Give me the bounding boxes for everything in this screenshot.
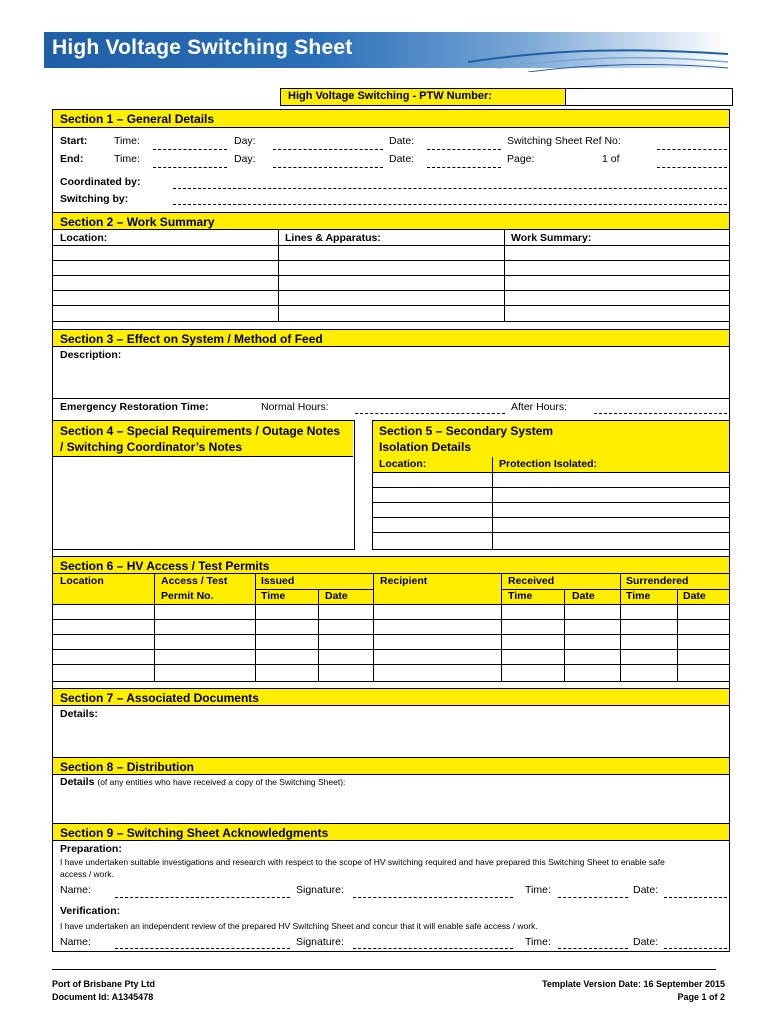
ptw-number-row [280, 88, 733, 106]
section-3-header: Section 3 – Effect on System / Method of Feed [53, 329, 729, 347]
col-lines-apparatus: Lines & Apparatus: [285, 232, 381, 244]
end-label: End: [60, 153, 84, 165]
section-1-header: Section 1 – General Details [53, 110, 729, 128]
ver-signature-field[interactable] [353, 948, 513, 949]
end-day-field[interactable] [273, 167, 383, 168]
s8-details-field[interactable] [53, 775, 729, 824]
prep-time-field[interactable] [558, 897, 628, 898]
page-label: Page: [507, 153, 535, 165]
footer-template-version: Template Version Date: 16 September 2015 [542, 979, 725, 989]
description-label: Description: [60, 349, 122, 361]
verification-label: Verification: [60, 905, 121, 917]
switching-by-field[interactable] [173, 204, 727, 205]
prep-signature-field[interactable] [353, 897, 513, 898]
coordinated-by-field[interactable] [173, 188, 727, 189]
end-date-label: Date: [389, 153, 415, 165]
col-permit-location: Location [60, 575, 104, 587]
section-2-header: Section 2 – Work Summary [53, 212, 729, 230]
preparation-statement-line2: access / work. [60, 869, 114, 879]
section-5-title-line1: Section 5 – Secondary System [379, 424, 554, 438]
col-issued-date: Date [325, 590, 348, 602]
section-4-header [53, 421, 353, 457]
footer-divider [52, 969, 716, 970]
page-total-field[interactable] [657, 167, 727, 168]
section-5-box [372, 420, 729, 550]
footer-company: Port of Brisbane Pty Ltd [52, 979, 156, 989]
coordinated-by-label: Coordinated by: [60, 176, 141, 188]
section-6-header: Section 6 – HV Access / Test Permits [53, 556, 729, 574]
section-4-title-line1: Section 4 – Special Requirements / Outage Notes [60, 424, 341, 438]
start-day-label: Day: [234, 135, 256, 147]
title-banner [44, 32, 728, 68]
start-day-field[interactable] [273, 149, 383, 150]
end-day-label: Day: [234, 153, 256, 165]
ref-no-label: Switching Sheet Ref No: [507, 135, 621, 147]
work-summary-table [53, 230, 729, 322]
prep-date-label: Date: [633, 884, 659, 896]
section-5-header [373, 421, 729, 457]
start-date-label: Date: [389, 135, 415, 147]
prep-signature-label: Signature: [296, 884, 344, 896]
preparation-label: Preparation: [60, 843, 122, 855]
ver-name-field[interactable] [115, 948, 290, 949]
col-surrendered: Surrendered [626, 575, 689, 587]
col-received-date: Date [572, 590, 595, 602]
normal-hours-label: Normal Hours: [261, 401, 329, 413]
ver-name-label: Name: [60, 936, 91, 948]
after-hours-label: After Hours: [511, 401, 568, 413]
col-recipient: Recipient [380, 575, 428, 587]
s5-col-location: Location: [379, 458, 427, 470]
start-time-label: Time: [114, 135, 140, 147]
verification-statement: I have undertaken an independent review of the prepared HV Switching Sheet and concur that it will enable safe access / work. [60, 921, 538, 931]
page-title: High Voltage Switching Sheet [52, 36, 353, 59]
end-date-field[interactable] [427, 167, 501, 168]
col-received-time: Time [508, 590, 533, 602]
start-date-field[interactable] [427, 149, 501, 150]
col-issued-time: Time [261, 590, 286, 602]
ptw-label: High Voltage Switching - PTW Number: [281, 89, 565, 105]
prep-time-label: Time: [525, 884, 551, 896]
section-5-title-line2: Isolation Details [379, 440, 472, 454]
wave-logo-icon [468, 32, 728, 72]
after-hours-field[interactable] [594, 413, 727, 414]
col-received: Received [508, 575, 555, 587]
switching-form [52, 109, 730, 952]
end-time-label: Time: [114, 153, 140, 165]
ver-date-label: Date: [633, 936, 659, 948]
ver-time-field[interactable] [558, 948, 628, 949]
footer-page-number: Page 1 of 2 [677, 992, 725, 1002]
section-9-header: Section 9 – Switching Sheet Acknowledgments [53, 823, 729, 841]
section-4-box [53, 420, 355, 550]
s7-details-field[interactable] [53, 706, 729, 758]
ver-date-field[interactable] [664, 948, 727, 949]
col-surrendered-time: Time [626, 590, 651, 602]
end-time-field[interactable] [153, 167, 227, 168]
section-7-header: Section 7 – Associated Documents [53, 688, 729, 706]
prep-date-field[interactable] [664, 897, 727, 898]
col-permit-no-line1: Access / Test [161, 575, 228, 587]
permits-table [53, 574, 729, 682]
ref-no-field[interactable] [657, 149, 727, 150]
col-permit-no-line2: Permit No. [161, 590, 214, 602]
start-time-field[interactable] [153, 149, 227, 150]
switching-by-label: Switching by: [60, 193, 129, 205]
prep-name-field[interactable] [115, 897, 290, 898]
section-4-title-line2: / Switching Coordinator’s Notes [60, 440, 243, 454]
s7-details-label: Details: [60, 708, 98, 720]
col-work-summary: Work Summary: [511, 232, 592, 244]
col-issued: Issued [261, 575, 295, 587]
col-surrendered-date: Date [683, 590, 706, 602]
s8-details-note: (of any entities who have received a copy of the Switching Sheet): [97, 777, 346, 787]
page-of-label: 1 of [602, 153, 620, 165]
footer-document-id: Document Id: A1345478 [52, 992, 154, 1002]
s5-col-protection: Protection Isolated: [499, 458, 598, 470]
preparation-statement-line1: I have undertaken suitable investigations and research with respect to the scope of HV switching required and have prepared this Switching Sheet to enable safe [60, 857, 665, 867]
ptw-number-field[interactable] [565, 89, 732, 105]
start-label: Start: [60, 135, 88, 147]
col-location: Location: [60, 232, 108, 244]
emergency-restoration-label: Emergency Restoration Time: [60, 401, 209, 413]
ver-signature-label: Signature: [296, 936, 344, 948]
ver-time-label: Time: [525, 936, 551, 948]
s8-details-label: Details (of any entities who have received a copy of the Switching Sheet): [60, 776, 346, 788]
normal-hours-field[interactable] [355, 413, 505, 414]
prep-name-label: Name: [60, 884, 91, 896]
section-8-header: Section 8 – Distribution [53, 757, 729, 775]
